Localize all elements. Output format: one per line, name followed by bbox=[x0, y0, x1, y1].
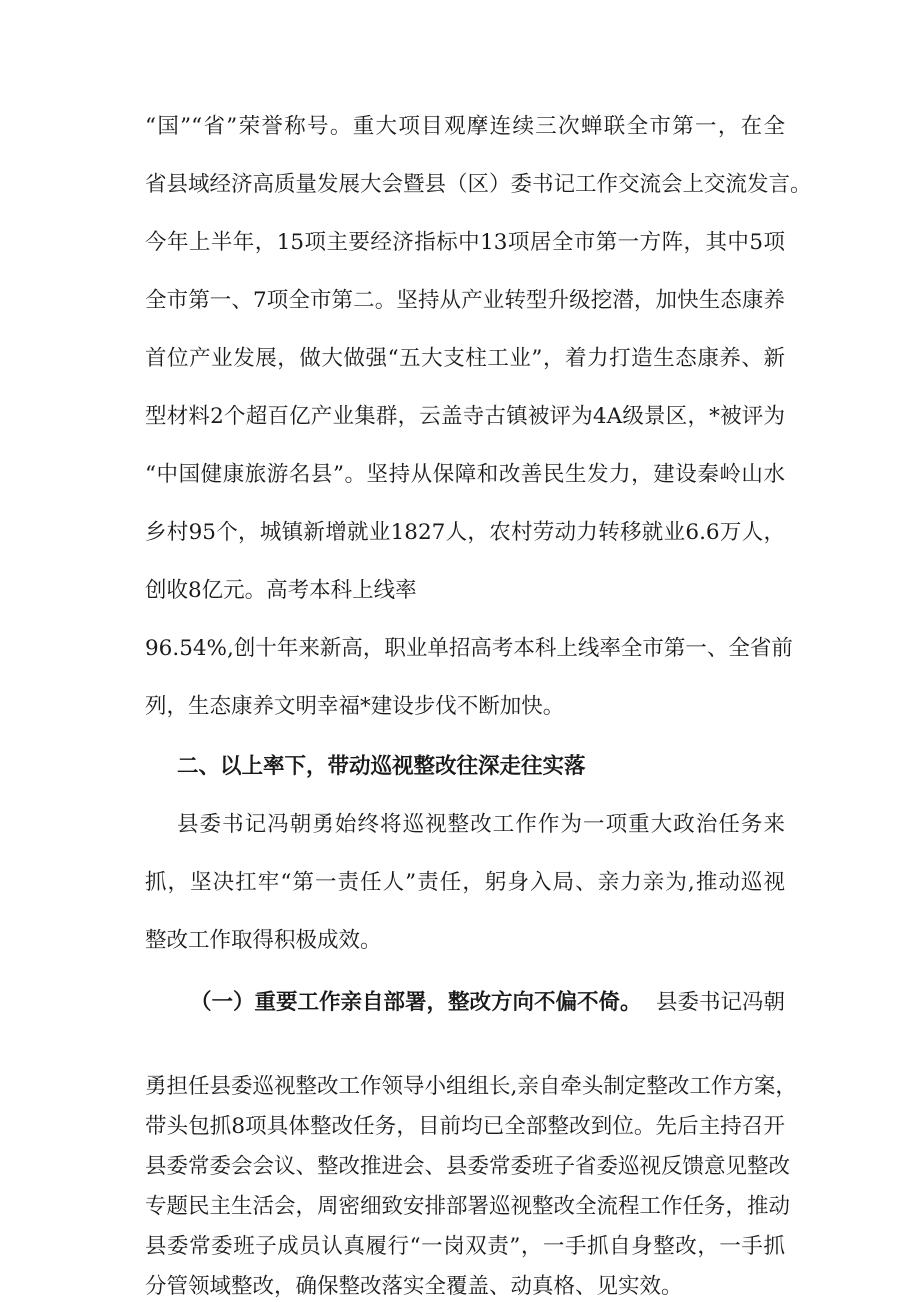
text-line: 带头包抓8项具体整改任务，目前均已全部整改到位。先后主持召开 bbox=[145, 1114, 785, 1139]
section-heading: 二、以上率下，带动巡视整改往深走往实落 bbox=[177, 754, 586, 779]
text-line: 全市第一、7项全市第二。坚持从产业转型升级挖潜，加快生态康养 bbox=[145, 288, 785, 313]
text-line: 今年上半年，15项主要经济指标中13项居全市第一方阵，其中5项 bbox=[145, 230, 785, 255]
subsection-line bbox=[190, 988, 785, 1018]
text-line: 分管领域整改，确保整改落实全覆盖、动真格、见实效。 bbox=[145, 1274, 683, 1299]
text-line: 专题民主生活会，周密细致安排部署巡视整改全流程工作任务，推动 bbox=[145, 1194, 791, 1219]
text-line: 县委常委会会议、整改推进会、县委常委班子省委巡视反馈意见整改 bbox=[145, 1154, 791, 1179]
text-line: 创收8亿元。高考本科上线率 bbox=[145, 578, 417, 603]
text-line: 96.54%,创十年来新高，职业单招高考本科上线率全市第一、全省前 bbox=[145, 636, 793, 661]
text-line: 列，生态康养文明幸福*建设步伐不断加快。 bbox=[145, 694, 565, 719]
text-line: 省县域经济高质量发展大会暨县（区）委书记工作交流会上交流发言。 bbox=[145, 172, 812, 197]
text-line: “中国健康旅游名县”。坚持从保障和改善民生发力，建设秦岭山水 bbox=[145, 462, 785, 487]
text-line: 首位产业发展，做大做强“五大支柱工业”，着力打造生态康养、新 bbox=[145, 346, 785, 371]
text-line: 型材料2个超百亿产业集群，云盖寺古镇被评为4A级景区，*被评为 bbox=[145, 404, 785, 429]
text-line: 整改工作取得积极成效。 bbox=[145, 928, 382, 953]
subsection-heading: （一）重要工作亲自部署，整改方向不偏不倚。 bbox=[190, 990, 642, 1015]
text-line: 县委常委班子成员认真履行“一岗双责”，一手抓自身整改，一手抓 bbox=[145, 1234, 785, 1259]
text-line: 乡村95个，城镇新增就业1827人，农村劳动力转移就业6.6万人， bbox=[145, 520, 785, 545]
text-line: 勇担任县委巡视整改工作领导小组组长,亲自牵头制定整改工作方案， bbox=[145, 1074, 797, 1099]
text-line: 抓，坚决扛牢“第一责任人”责任，躬身入局、亲力亲为,推动巡视 bbox=[145, 870, 785, 895]
text-line: “国”“省”荣誉称号。重大项目观摩连续三次蝉联全市第一，在全 bbox=[145, 114, 785, 139]
text-fragment: 县委书记冯朝 bbox=[655, 990, 785, 1015]
text-line: 县委书记冯朝勇始终将巡视整改工作作为一项重大政治任务来 bbox=[177, 812, 785, 837]
